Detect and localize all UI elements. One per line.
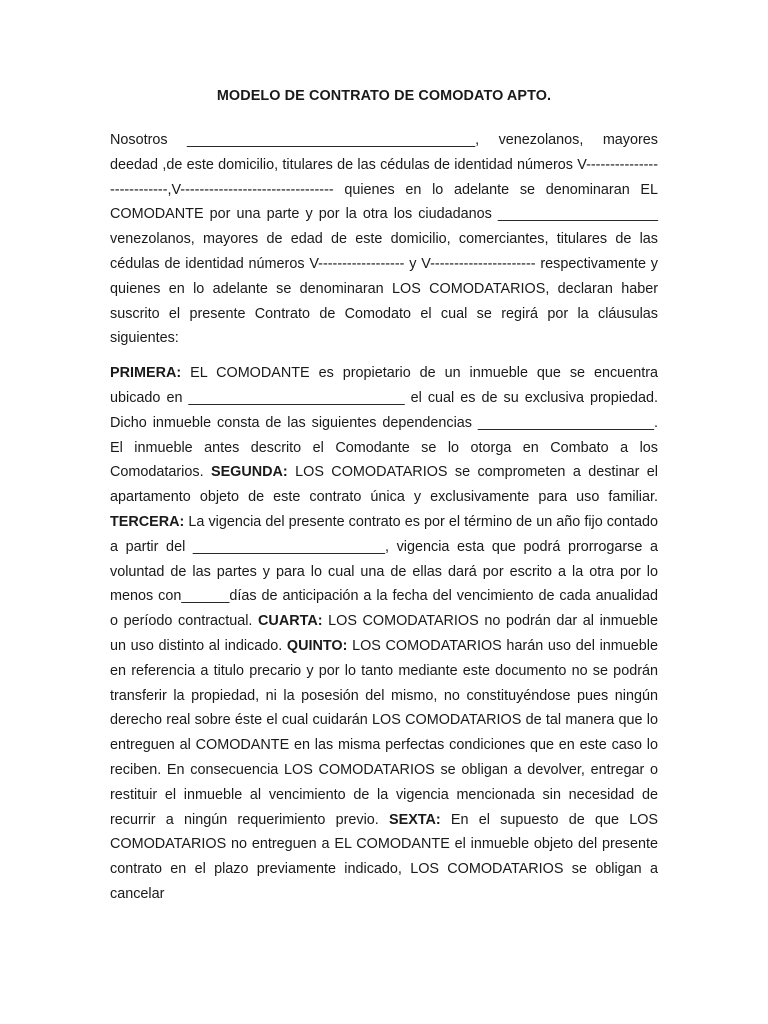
document-title: MODELO DE CONTRATO DE COMODATO APTO. <box>216 88 552 104</box>
clause-text-cuarta: LOS COMODATARIOS no podrán dar al inmueble un uso distinto al indicado. <box>110 613 658 654</box>
clause-heading-cuarta: CUARTA: <box>258 613 323 630</box>
clause-text-primera: EL COMODANTE es propietario de un inmueble que se encuentra ubicado en ___________________________ el cual es de su exclusiva propiedad. Dicho inmueble consta de las siguientes dependencias ______________________. El inmueble antes descrito el Comodante se lo otorga en Combato a los Comodatarios. <box>110 365 658 481</box>
clause-heading-quinto: QUINTO: <box>286 637 348 654</box>
clauses-paragraph <box>110 361 658 907</box>
clause-heading-primera: PRIMERA: <box>110 365 182 382</box>
clause-text-segunda: LOS COMODATARIOS se comprometen a destinar el apartamento objeto de este contrato única y exclusivamente para uso familiar. <box>110 464 658 506</box>
clause-heading-tercera: TERCERA: <box>110 513 185 530</box>
clause-text-sexta: En el supuesto de que LOS COMODATARIOS no entreguen a EL COMODANTE el inmueble objeto del presente contrato en el plazo previamente indicado, LOS COMODATARIOS se obligan a cancelar <box>110 811 658 902</box>
clause-text-tercera: La vigencia del presente contrato es por el término de un año fijo contado a partir del ________________________, vigencia esta que podrá prorrogarse a voluntad de las partes y para lo cual una de ellas dará por escrito a la otra por lo menos con______días de anticipación a la fecha del vencimiento de cada anualidad o período contractual. <box>110 513 658 630</box>
document-page <box>110 86 658 907</box>
clause-heading-sexta: SEXTA: <box>389 811 441 828</box>
intro-paragraph: Nosotros ____________________________________, venezolanos, mayores deedad ,de este domicilio, titulares de las cédulas de identidad números V---------------------------,V-------------------------------- quienes en lo adelante se denominaran EL COMODANTE por una parte y por la otra los ciudadanos ____________________ venezolanos, mayores de edad de este domicilio, comerciantes, titulares de las cédulas de identidad números V------------------ y V---------------------- respectivamente y quienes en lo adelante se denominaran LOS COMODATARIOS, declaran haber suscrito el presente Contrato de Comodato el cual se regirá por la cláusulas siguientes: <box>110 132 658 347</box>
clause-heading-segunda: SEGUNDA: <box>210 464 288 481</box>
clause-text-quinto: LOS COMODATARIOS harán uso del inmueble en referencia a titulo precario y por lo tanto mediante este documento no se podrán transferir la propiedad, ni la posesión del mismo, no constituyéndose pues ningún derecho real sobre éste el cual cuidarán LOS COMODATARIOS de tal manera que lo entreguen al COMODANTE en las misma perfectas condiciones que en este caso lo reciben. En consecuencia LOS COMODATARIOS se obligan a devolver, entregar o restituir el inmueble al vencimiento de la vigencia mencionada sin necesidad de recurrir a ningún requerimiento previo. <box>110 637 658 828</box>
